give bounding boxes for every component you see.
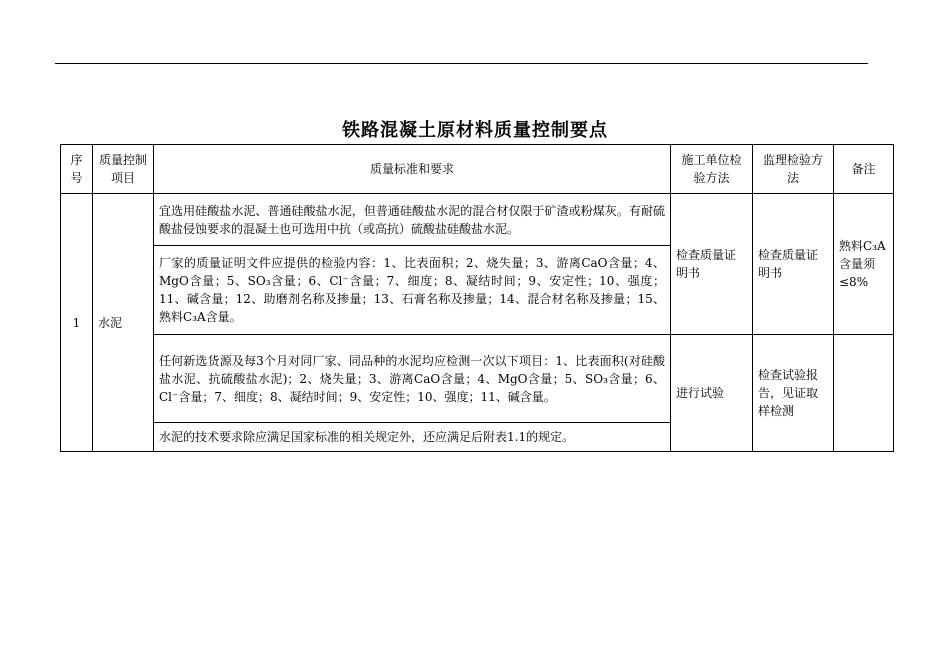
cell-supervisor-method-1: 检查质量证明书	[753, 194, 834, 335]
table-row	[61, 335, 894, 423]
cell-standard-4: 水泥的技术要求除应满足国家标准的相关规定外，还应满足后附表1.1的规定。	[154, 423, 671, 452]
header-standard: 质量标准和要求	[154, 145, 671, 194]
table-row	[61, 194, 894, 246]
cell-contractor-method-2: 进行试验	[671, 335, 753, 452]
quality-control-table	[60, 144, 894, 452]
cell-remarks-2	[834, 335, 894, 452]
cell-standard-1: 宜选用硅酸盐水泥、普通硅酸盐水泥，但普通硅酸盐水泥的混合材仅限于矿渣或粉煤灰。有耐硫酸盐侵蚀要求的混凝土也可选用中抗（或高抗）硫酸盐硅酸盐水泥。	[154, 194, 671, 246]
header-supervisor-method: 监理检验方法	[753, 145, 834, 194]
cell-supervisor-method-2: 检查试验报告，见证取样检测	[753, 335, 834, 452]
cell-standard-3: 任何新选货源及每3个月对同厂家、同品种的水泥均应检测一次以下项目：1、比表面积(对硅酸盐水泥、抗硫酸盐水泥)；2、烧失量；3、游离CaO含量；4、MgO含量；5、SO₃含量；6、Cl⁻含量；7、细度；8、凝结时间；9、安定性；10、强度；11、碱含量。	[154, 335, 671, 423]
header-remarks: 备注	[834, 145, 894, 194]
cell-seq: 1	[61, 194, 93, 452]
cell-remarks-1: 熟料C₃A含量须≤8%	[834, 194, 894, 335]
cell-contractor-method-1: 检查质量证明书	[671, 194, 753, 335]
header-rule	[55, 63, 868, 64]
document-title: 铁路混凝土原材料质量控制要点	[342, 120, 608, 141]
cell-control-item: 水泥	[93, 194, 154, 452]
header-control-item: 质量控制项目	[93, 145, 154, 194]
table-header-row	[61, 145, 894, 194]
header-seq: 序号	[61, 145, 93, 194]
header-contractor-method: 施工单位检验方法	[671, 145, 753, 194]
cell-standard-2: 厂家的质量证明文件应提供的检验内容：1、比表面积；2、烧失量；3、游离CaO含量；4、MgO含量；5、SO₃含量；6、Cl⁻含量；7、细度；8、凝结时间；9、安定性；10、强度；11、碱含量；12、助磨剂名称及掺量；13、石膏名称及掺量；14、混合材名称及掺量；15、熟料C₃A含量。	[154, 246, 671, 335]
